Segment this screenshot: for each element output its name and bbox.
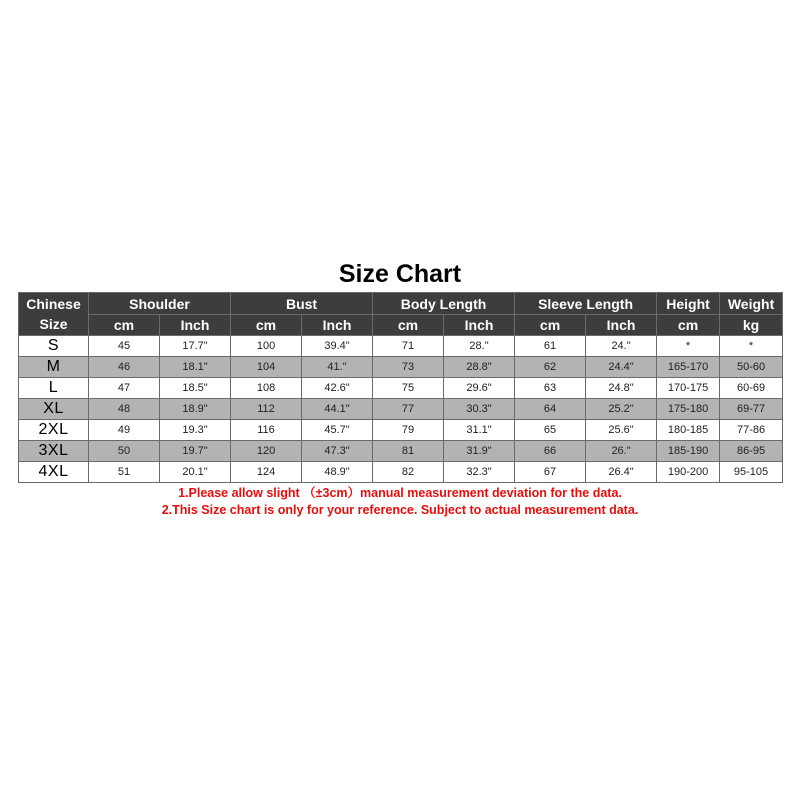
table-cell: 17.7": [160, 336, 231, 357]
table-cell: 66: [515, 441, 586, 462]
table-cell: 63: [515, 378, 586, 399]
table-cell: 95-105: [720, 462, 783, 483]
table-cell: 65: [515, 420, 586, 441]
table-cell: 82: [373, 462, 444, 483]
table-cell: 69-77: [720, 399, 783, 420]
header-body-length: Body Length: [373, 293, 515, 315]
table-row: [19, 420, 783, 441]
unit-header: Inch: [302, 315, 373, 336]
table-cell: 51: [89, 462, 160, 483]
table-cell: 19.7": [160, 441, 231, 462]
table-row: [19, 462, 783, 483]
table-cell: 112: [231, 399, 302, 420]
header-bust: Bust: [231, 293, 373, 315]
header-sleeve-length: Sleeve Length: [515, 293, 657, 315]
table-cell: 185-190: [657, 441, 720, 462]
size-label: 2XL: [19, 420, 89, 441]
size-label: XL: [19, 399, 89, 420]
note-line: 1.Please allow slight （±3cm）manual measurement deviation for the data.: [178, 486, 622, 500]
table-cell: 60-69: [720, 378, 783, 399]
table-cell: 175-180: [657, 399, 720, 420]
table-cell: 18.5": [160, 378, 231, 399]
page-title: Size Chart: [338, 260, 462, 288]
size-label: S: [19, 336, 89, 357]
table-row: [19, 336, 783, 357]
table-cell: 29.6": [444, 378, 515, 399]
table-cell: 190-200: [657, 462, 720, 483]
table-cell: 81: [373, 441, 444, 462]
table-cell: 28.8": [444, 357, 515, 378]
notes: [0, 485, 800, 519]
table-cell: 31.9": [444, 441, 515, 462]
header-height: Height: [657, 293, 720, 315]
table-cell: 24.": [586, 336, 657, 357]
table-cell: 67: [515, 462, 586, 483]
table-cell: 24.4": [586, 357, 657, 378]
table-cell: 50: [89, 441, 160, 462]
unit-header: cm: [515, 315, 586, 336]
table-cell: 124: [231, 462, 302, 483]
unit-header: Inch: [444, 315, 515, 336]
table-cell: 32.3": [444, 462, 515, 483]
size-label: M: [19, 357, 89, 378]
table-cell: 30.3": [444, 399, 515, 420]
table-cell: 45.7": [302, 420, 373, 441]
table-cell: 18.1": [160, 357, 231, 378]
unit-header: cm: [231, 315, 302, 336]
table-cell: 48: [89, 399, 160, 420]
size-label: 4XL: [19, 462, 89, 483]
table-cell: 120: [231, 441, 302, 462]
table-cell: *: [720, 336, 783, 357]
size-label: 3XL: [19, 441, 89, 462]
table-cell: 26.": [586, 441, 657, 462]
header-size: [19, 293, 89, 336]
unit-header: Inch: [586, 315, 657, 336]
size-chart-table: [18, 292, 783, 483]
unit-header: cm: [657, 315, 720, 336]
table-cell: 39.4": [302, 336, 373, 357]
table-cell: 47.3": [302, 441, 373, 462]
table-cell: 47: [89, 378, 160, 399]
size-table-body: [19, 336, 783, 483]
table-cell: 61: [515, 336, 586, 357]
table-cell: 45: [89, 336, 160, 357]
header-size-line2: Size: [39, 316, 68, 332]
table-cell: 170-175: [657, 378, 720, 399]
table-cell: 116: [231, 420, 302, 441]
table-row: [19, 399, 783, 420]
table-cell: 44.1": [302, 399, 373, 420]
table-cell: 18.9": [160, 399, 231, 420]
table-cell: 42.6": [302, 378, 373, 399]
table-cell: 50-60: [720, 357, 783, 378]
table-cell: 73: [373, 357, 444, 378]
table-cell: 31.1": [444, 420, 515, 441]
table-cell: 41.": [302, 357, 373, 378]
table-cell: 86-95: [720, 441, 783, 462]
table-cell: 20.1": [160, 462, 231, 483]
table-cell: 79: [373, 420, 444, 441]
table-cell: 108: [231, 378, 302, 399]
unit-header: cm: [89, 315, 160, 336]
table-cell: 26.4": [586, 462, 657, 483]
table-cell: 104: [231, 357, 302, 378]
table-cell: 77-86: [720, 420, 783, 441]
table-cell: 28.": [444, 336, 515, 357]
table-row: [19, 378, 783, 399]
unit-header: cm: [373, 315, 444, 336]
table-cell: 25.2": [586, 399, 657, 420]
table-cell: 180-185: [657, 420, 720, 441]
table-cell: 77: [373, 399, 444, 420]
table-cell: *: [657, 336, 720, 357]
size-label: L: [19, 378, 89, 399]
header-size-line1: Chinese: [26, 296, 81, 312]
table-row: [19, 441, 783, 462]
unit-header: kg: [720, 315, 783, 336]
table-cell: 75: [373, 378, 444, 399]
header-weight: Weight: [720, 293, 783, 315]
table-cell: 19.3": [160, 420, 231, 441]
table-cell: 25.6": [586, 420, 657, 441]
table-cell: 48.9": [302, 462, 373, 483]
header-shoulder: Shoulder: [89, 293, 231, 315]
table-cell: 71: [373, 336, 444, 357]
table-cell: 64: [515, 399, 586, 420]
table-cell: 49: [89, 420, 160, 441]
note-line: 2.This Size chart is only for your reference. Subject to actual measurement data.: [161, 503, 639, 517]
table-cell: 24.8": [586, 378, 657, 399]
table-row: [19, 357, 783, 378]
table-cell: 100: [231, 336, 302, 357]
unit-header: Inch: [160, 315, 231, 336]
table-cell: 62: [515, 357, 586, 378]
table-cell: 165-170: [657, 357, 720, 378]
table-cell: 46: [89, 357, 160, 378]
